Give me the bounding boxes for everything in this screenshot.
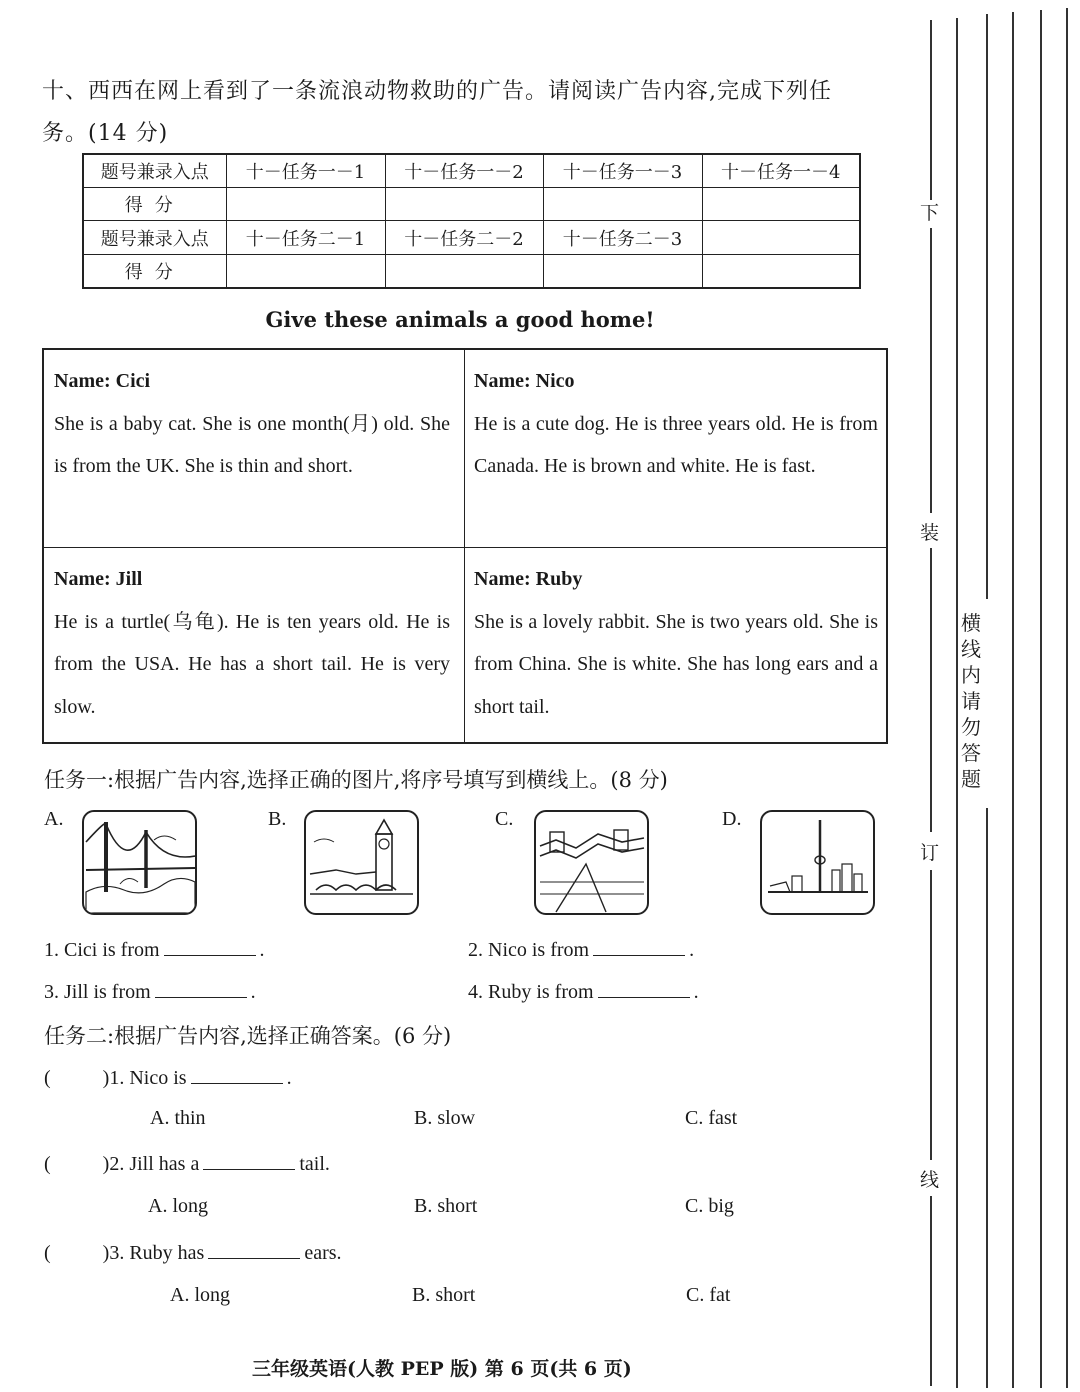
question-text-end: tail. bbox=[299, 1153, 330, 1175]
score-label: 得分 bbox=[83, 254, 226, 288]
animal-name: Name: Ruby bbox=[474, 568, 583, 590]
table-cell: 十－任务一－1 bbox=[226, 154, 385, 188]
score-input-cell[interactable] bbox=[226, 254, 385, 288]
question-text: )3. Ruby has bbox=[102, 1242, 205, 1264]
answer-paren[interactable]: ( bbox=[44, 1242, 51, 1264]
score-input-cell[interactable] bbox=[702, 188, 860, 221]
score-table-row bbox=[83, 254, 860, 288]
margin-char: 下 bbox=[920, 202, 940, 224]
table-cell: 十－任务二－3 bbox=[543, 221, 702, 254]
animal-card-cici bbox=[54, 360, 450, 488]
margin-line bbox=[986, 808, 988, 1388]
task1-question-4: 4. Ruby is from . bbox=[468, 981, 699, 1003]
option-label-a: A. bbox=[44, 808, 64, 830]
great-wall-image bbox=[534, 810, 649, 915]
animal-description: He is a cute dog. He is three years old. He is from Canada. He is brown and white. He is fast. bbox=[474, 412, 878, 477]
section-title: 十、西西在网上看到了一条流浪动物救助的广告。请阅读广告内容,完成下列任 bbox=[42, 79, 832, 104]
score-input-cell[interactable] bbox=[702, 254, 860, 288]
question-text-end: ears. bbox=[304, 1242, 342, 1264]
table-cell: 十－任务一－4 bbox=[702, 154, 860, 188]
choice-a[interactable]: A. long bbox=[170, 1284, 230, 1306]
animal-card-nico bbox=[474, 360, 878, 488]
task2-title: 任务二:根据广告内容,选择正确答案。(6 分) bbox=[44, 1024, 452, 1048]
table-cell: 十－任务一－3 bbox=[543, 154, 702, 188]
answer-blank[interactable] bbox=[155, 979, 247, 998]
task2-question-1: ( )1. Nico is . bbox=[44, 1067, 292, 1089]
table-cell: 题号兼录入点 bbox=[83, 221, 226, 254]
choice-c[interactable]: C. big bbox=[685, 1195, 734, 1217]
answer-blank bbox=[208, 1240, 300, 1259]
golden-gate-bridge-image bbox=[82, 810, 197, 915]
answer-paren[interactable]: ( bbox=[44, 1153, 51, 1175]
score-table-row bbox=[83, 188, 860, 221]
question-text: 3. Jill is from bbox=[44, 981, 151, 1003]
answer-blank bbox=[203, 1151, 295, 1170]
ad-box bbox=[42, 348, 888, 744]
margin-line bbox=[930, 228, 932, 513]
score-label: 得分 bbox=[83, 188, 226, 221]
animal-description: She is a lovely rabbit. She is two years old. She is from China. She is white. She has long ears and a short tail. bbox=[474, 610, 878, 718]
question-text: )2. Jill has a bbox=[102, 1153, 200, 1175]
margin-char: 装 bbox=[920, 522, 940, 544]
option-label-c: C. bbox=[495, 808, 514, 830]
margin-line bbox=[1066, 8, 1068, 1388]
question-text: 2. Nico is from bbox=[468, 939, 590, 961]
divider bbox=[464, 350, 465, 742]
option-label-b: B. bbox=[268, 808, 287, 830]
margin-line bbox=[930, 1196, 932, 1386]
table-cell: 十－任务二－1 bbox=[226, 221, 385, 254]
margin-line bbox=[1012, 12, 1014, 1388]
margin-char: 订 bbox=[920, 842, 940, 864]
question-text: )1. Nico is bbox=[102, 1067, 187, 1089]
choice-c[interactable]: C. fast bbox=[685, 1107, 738, 1129]
task1-question-3: 3. Jill is from . bbox=[44, 981, 256, 1003]
animal-description: He is a turtle(乌龟). He is ten years old. He is from the USA. He has a short tail. He is very slow. bbox=[54, 610, 450, 718]
score-input-cell[interactable] bbox=[385, 254, 543, 288]
choice-a[interactable]: A. long bbox=[148, 1195, 208, 1217]
ad-heading: Give these animals a good home! bbox=[265, 307, 655, 332]
table-cell: 十－任务二－2 bbox=[385, 221, 543, 254]
animal-card-jill bbox=[54, 558, 450, 728]
option-label-d: D. bbox=[722, 808, 742, 830]
question-text: 1. Cici is from bbox=[44, 939, 160, 961]
margin-line bbox=[930, 548, 932, 832]
cn-tower-image bbox=[760, 810, 875, 915]
table-cell bbox=[702, 221, 860, 254]
choice-a[interactable]: A. thin bbox=[150, 1107, 206, 1129]
score-table bbox=[82, 153, 861, 289]
answer-blank[interactable] bbox=[164, 937, 256, 956]
task2-question-2 bbox=[44, 1151, 330, 1176]
answer-blank bbox=[191, 1065, 283, 1084]
score-input-cell[interactable] bbox=[385, 188, 543, 221]
animal-name: Name: Nico bbox=[474, 370, 575, 392]
margin-char: 线 bbox=[920, 1169, 940, 1191]
score-input-cell[interactable] bbox=[543, 188, 702, 221]
answer-blank[interactable] bbox=[593, 937, 685, 956]
question-text: 4. Ruby is from bbox=[468, 981, 594, 1003]
table-cell: 十－任务一－2 bbox=[385, 154, 543, 188]
score-input-cell[interactable] bbox=[226, 188, 385, 221]
page-footer: 三年级英语(人教 PEP 版) 第 6 页(共 6 页) bbox=[252, 1358, 632, 1380]
section-title-cont: 务。(14 分) bbox=[42, 121, 169, 146]
margin-notice: 横线内请勿答题 bbox=[961, 611, 981, 791]
margin-line bbox=[1040, 10, 1042, 1388]
table-cell: 题号兼录入点 bbox=[83, 154, 226, 188]
task1-title: 任务一:根据广告内容,选择正确的图片,将序号填写到横线上。(8 分) bbox=[44, 768, 668, 792]
score-table-row bbox=[83, 154, 860, 188]
margin-line bbox=[986, 14, 988, 599]
answer-paren[interactable]: ( bbox=[44, 1067, 51, 1089]
margin-line bbox=[930, 870, 932, 1160]
big-ben-image bbox=[304, 810, 419, 915]
score-input-cell[interactable] bbox=[543, 254, 702, 288]
answer-blank[interactable] bbox=[598, 979, 690, 998]
task1-question-1: 1. Cici is from . bbox=[44, 939, 265, 961]
choice-b[interactable]: B. slow bbox=[414, 1107, 476, 1129]
task2-question-3 bbox=[44, 1240, 342, 1265]
choice-b[interactable]: B. short bbox=[414, 1195, 478, 1217]
choice-c[interactable]: C. fat bbox=[686, 1284, 731, 1306]
task1-question-2: 2. Nico is from . bbox=[468, 939, 695, 961]
score-table-row bbox=[83, 221, 860, 254]
margin-line bbox=[930, 20, 932, 200]
choice-b[interactable]: B. short bbox=[412, 1284, 476, 1306]
animal-description: She is a baby cat. She is one month(月) old. She is from the UK. She is thin and short. bbox=[54, 412, 450, 477]
animal-name: Name: Jill bbox=[54, 568, 143, 590]
animal-card-ruby bbox=[474, 558, 878, 728]
divider bbox=[44, 547, 886, 548]
animal-name: Name: Cici bbox=[54, 370, 151, 392]
